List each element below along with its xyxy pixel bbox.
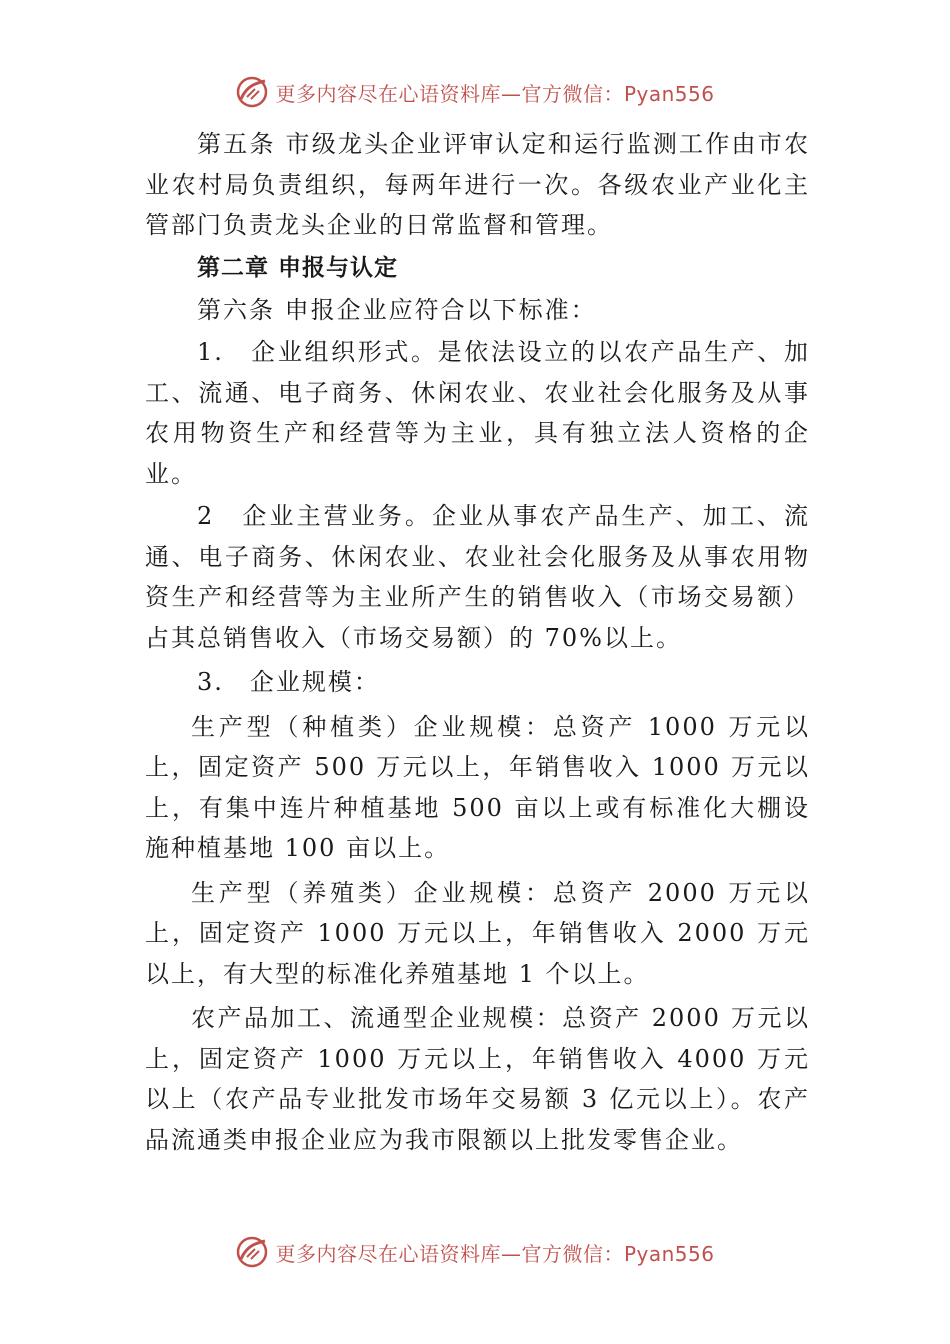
logo-icon [235,1235,269,1269]
scale-planting: 生产型（种植类）企业规模：总资产 1000 万元以上，固定资产 500 万元以上，年销售收入 1000 万元以上，有集中连片种植基地 500 亩以上或有标准化大棚设施种植基地 100 亩以上。 [145,712,810,862]
article-6: 第六条 申报企业应符合以下标准： [197,295,597,324]
item-1: 1. 企业组织形式。是依法设立的以农产品生产、加工、流通、电子商务、休闲农业、农业社会化服务及从事农用物资生产和经营等为主业，具有独立法人资格的企业。 [145,338,810,488]
logo-icon [235,75,269,109]
watermark-text: 更多内容尽在心语资料库—官方微信：Pyan556 [275,1241,715,1266]
scale-processing: 农产品加工、流通型企业规模：总资产 2000 万元以上，固定资产 1000 万元以上，年销售收入 4000 万元以上（农产品专业批发市场年交易额 3 亿元以上）。农产品流通类申报企业应为我市限额以上批发零售企业。 [145,1004,810,1154]
item-3: 3. 企业规模： [197,668,380,696]
watermark-footer [0,1232,950,1272]
watermark-header [0,72,950,112]
item-2: 2 企业主营业务。企业从事农产品生产、加工、流通、电子商务、休闲农业、农业社会化服务及从事农用物资生产和经营等为主业所产生的销售收入（市场交易额）占其总销售收入（市场交易额）的 70%以上。 [145,502,810,652]
watermark-text: 更多内容尽在心语资料库—官方微信：Pyan556 [275,81,715,106]
scale-breeding: 生产型（养殖类）企业规模：总资产 2000 万元以上，固定资产 1000 万元以上，年销售收入 2000 万元以上，有大型的标准化养殖基地 1 个以上。 [145,878,810,988]
document-body [145,124,810,1160]
chapter-2-heading: 第二章 申报与认定 [197,254,399,281]
article-5: 第五条 市级龙头企业评审认定和运行监测工作由市农业农村局负责组织，每两年进行一次。各级农业产业化主管部门负责龙头企业的日常监督和管理。 [145,130,810,239]
